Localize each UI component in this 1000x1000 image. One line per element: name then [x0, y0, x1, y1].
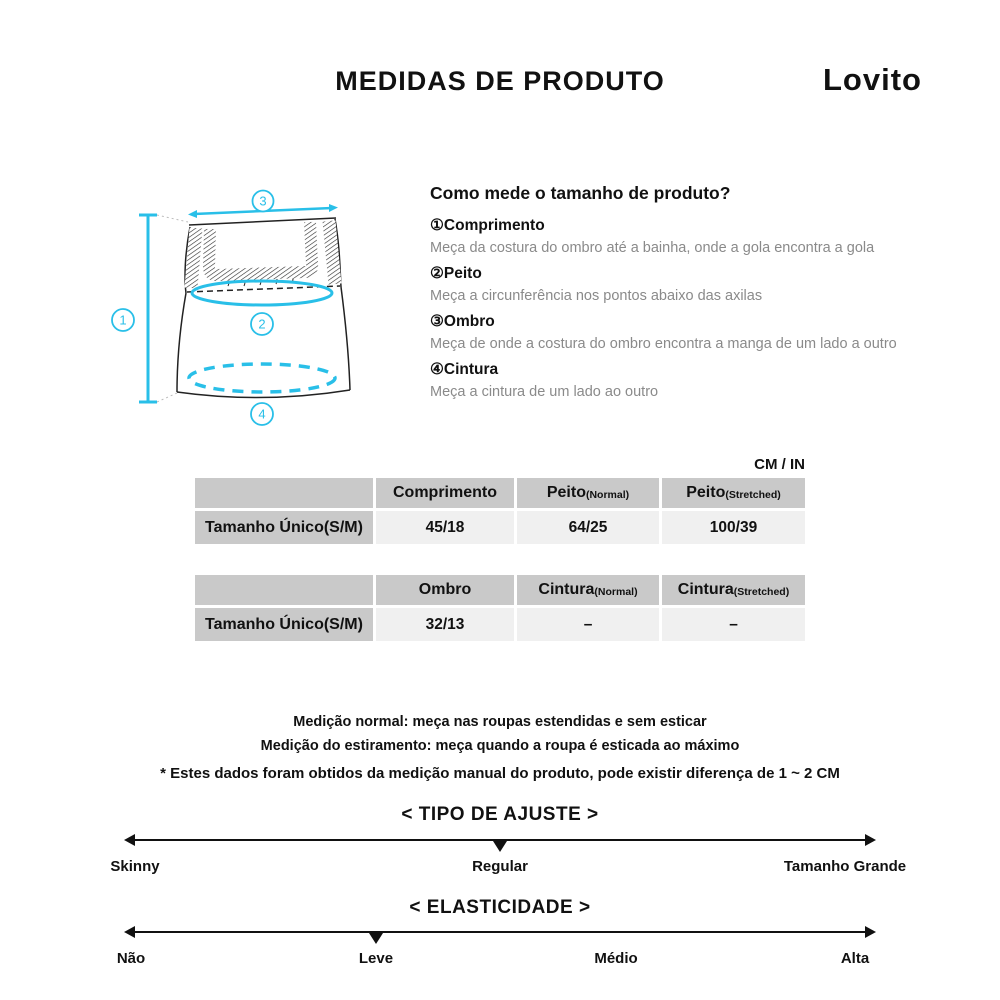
value-cintura-normal: – [517, 608, 659, 641]
measure-number: ④ [430, 361, 444, 378]
table-header-cell-empty [195, 575, 373, 605]
elasticity-label-medio: Médio [594, 950, 638, 967]
guide-heading: Como mede o tamanho de produto? [430, 183, 731, 203]
measure-item-ombro [430, 310, 945, 354]
measure-description: Meça de onde a costura do ombro encontra a manga de um lado a outro [430, 336, 897, 352]
marker-2-label: 2 [258, 316, 266, 332]
ribbed-trim [191, 221, 335, 288]
table-header-comprimento: Comprimento [376, 478, 514, 508]
measure-description: Meça da costura do ombro até a bainha, onde a gola encontra a gola [430, 240, 875, 256]
measure-guide [430, 182, 945, 406]
measure-number: ① [430, 217, 444, 234]
elasticity-scale [135, 931, 865, 933]
table-header-cintura-normal: Cintura (Normal) [517, 575, 659, 605]
measure-number: ③ [430, 313, 444, 330]
table-row [195, 608, 805, 641]
elasticity-label-leve: Leve [358, 950, 394, 967]
value-ombro: 32/13 [376, 608, 514, 641]
value-peito-stretched: 100/39 [662, 511, 805, 544]
measure-label: Peito [443, 265, 482, 282]
page-title: MEDIDAS DE PRODUTO [335, 66, 665, 96]
note-stretched: Medição do estiramento: meça quando a roupa é esticada ao máximo [260, 738, 740, 754]
table-header-peito-normal: Peito (Normal) [517, 478, 659, 508]
measure-description: Meça a circunferência nos pontos abaixo das axilas [430, 288, 763, 304]
measure-item-cintura [430, 358, 945, 402]
table-header-row [195, 575, 805, 605]
fit-label-regular: Regular [472, 858, 528, 875]
table-row [195, 511, 805, 544]
marker-1-label: 1 [119, 312, 127, 328]
fit-type-labels [0, 858, 1000, 878]
value-peito-normal: 64/25 [517, 511, 659, 544]
size-label-cell: Tamanho Único(S/M) [195, 608, 373, 641]
table-header-ombro: Ombro [376, 575, 514, 605]
marker-3-label: 3 [259, 193, 267, 209]
note-normal: Medição normal: meça nas roupas estendidas e sem esticar [293, 714, 707, 730]
value-comprimento: 45/18 [376, 511, 514, 544]
marker-4-label: 4 [258, 406, 266, 422]
measure-item-peito [430, 262, 945, 306]
diagram-markers [112, 191, 274, 426]
measure-description: Meça a cintura de um lado ao outro [430, 384, 659, 400]
unit-label: CM / IN [754, 456, 805, 473]
elasticity-marker [369, 933, 383, 944]
measurement-notes [0, 710, 1000, 782]
fit-label-skinny: Skinny [110, 858, 160, 875]
elasticity-label-nao: Não [116, 950, 146, 967]
fit-label-tamanho-grande: Tamanho Grande [783, 858, 907, 875]
table-header-cell-empty [195, 478, 373, 508]
value-cintura-stretched: – [662, 608, 805, 641]
table-header-cintura-stretched: Cintura (Stretched) [662, 575, 805, 605]
measure-label: Cintura [443, 361, 499, 378]
elasticity-label-alta: Alta [840, 950, 870, 967]
brand-logo: Lovito [823, 62, 922, 97]
table-header-row [195, 478, 805, 508]
table-header-peito-stretched: Peito (Stretched) [662, 478, 805, 508]
measurements-table-2 [195, 575, 805, 644]
measure-number: ② [430, 265, 444, 282]
measure-label: Comprimento [443, 217, 545, 234]
fit-type-title: < TIPO DE AJUSTE > [401, 804, 599, 825]
garment-measurement-diagram [100, 185, 370, 435]
note-disclaimer: * Estes dados foram obtidos da medição manual do produto, pode existir diferença de 1 ~ 2 CM [160, 765, 840, 782]
measure-item-comprimento [430, 214, 945, 258]
measurements-table-1 [195, 478, 805, 547]
fit-type-marker [493, 841, 507, 852]
elasticity-title: < ELASTICIDADE > [409, 897, 591, 918]
elasticity-labels [0, 950, 1000, 970]
fit-type-scale [135, 839, 865, 841]
measure-label: Ombro [443, 313, 495, 330]
size-label-cell: Tamanho Único(S/M) [195, 511, 373, 544]
